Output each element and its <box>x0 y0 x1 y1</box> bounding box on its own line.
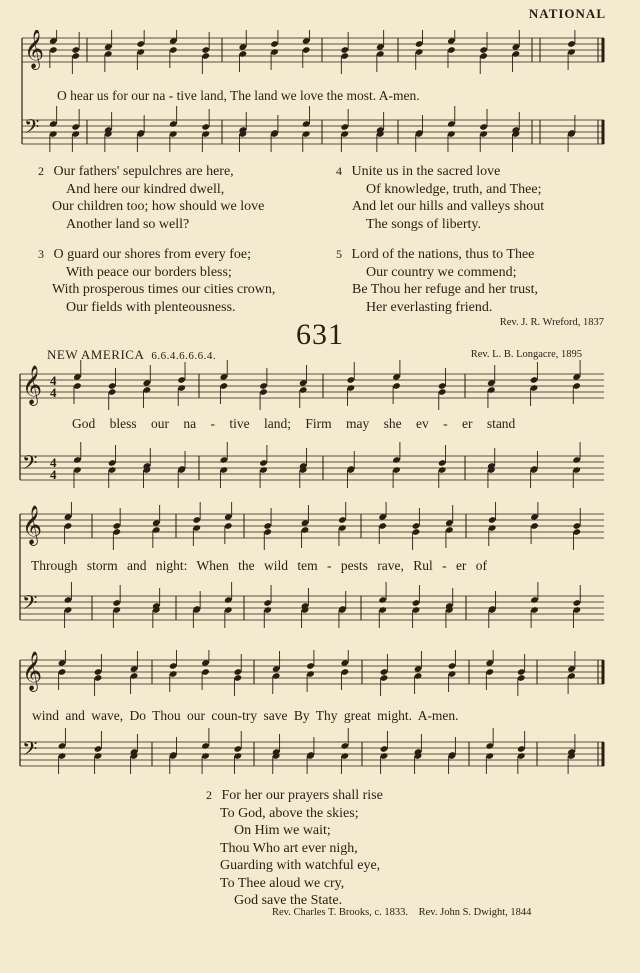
verse-line: Be Thou her refuge and her trust, <box>352 282 538 297</box>
verse-line: Her everlasting friend. <box>366 299 493 315</box>
verse-4-prev <box>336 163 544 233</box>
verse-line: Lord of the nations, thus to Thee <box>351 247 535 262</box>
lyric-line-2: Through storm and night: When the wild tem - pests rave, Rul - er of <box>31 558 488 573</box>
treble-clef-icon: 𝄞 <box>22 505 43 545</box>
credit-right: Rev. John S. Dwight, 1844 <box>418 907 532 918</box>
verse-number: 3 <box>38 247 44 261</box>
verse-line: The songs of liberty. <box>366 216 481 232</box>
verse-line: O guard our shores from every foe; <box>53 247 251 262</box>
verse-2-prev <box>38 163 264 233</box>
verse-line: Our fathers' sepulchres are here, <box>53 164 234 179</box>
verse-3-prev <box>38 246 275 316</box>
time-signature: 4 <box>50 455 57 470</box>
author-credit-prev: Rev. J. R. Wreford, 1837 <box>499 317 604 328</box>
verse-line: Thou Who art ever nigh, <box>220 840 358 856</box>
treble-clef-icon: 𝄞 <box>24 30 45 69</box>
verse-line: To Thee aloud we cry, <box>220 875 345 891</box>
credit-left: Rev. Charles T. Brooks, c. 1833. <box>272 907 408 918</box>
section-label: NATIONAL <box>528 6 606 21</box>
bass-clef-icon: 𝄢 <box>22 737 38 765</box>
lyric-line-1: God bless our na - tive land; Firm may she ev - er stand <box>72 416 516 431</box>
bass-clef-icon: 𝄢 <box>22 591 38 619</box>
lyric-line-3: wind and wave, Do Thou our coun-try save By Thy great might. A-men. <box>32 708 459 723</box>
verse-line: To God, above the skies; <box>220 805 359 821</box>
verse-number: 2 <box>38 164 44 178</box>
verse-line: And let our hills and valleys shout <box>352 199 545 214</box>
tune-name: NEW AMERICA <box>47 347 144 362</box>
verse-number: 4 <box>336 164 342 178</box>
verse-line: And here our kindred dwell, <box>66 181 225 197</box>
verse-line: Unite us in the sacred love <box>351 164 501 179</box>
treble-clef-icon: 𝄞 <box>22 365 43 405</box>
lyric-line-prev: O hear us for our na - tive land, The land we love the most. A-men. <box>57 88 420 103</box>
meter: 6.6.4.6.6.6.4. <box>151 350 217 362</box>
verse-line: Of knowledge, truth, and Thee; <box>366 181 542 197</box>
hymn-number: 631 <box>296 318 344 351</box>
time-signature: 4 <box>50 467 57 482</box>
verse-line: Our country we commend; <box>366 264 517 280</box>
time-signature: 4 <box>50 385 57 400</box>
verse-number: 5 <box>336 247 342 261</box>
time-signature: 4 <box>50 373 57 388</box>
verse-line: On Him we wait; <box>234 823 331 838</box>
verse-line: God save the State. <box>234 893 343 908</box>
treble-clef-icon: 𝄞 <box>22 651 43 691</box>
verse-5-prev <box>336 246 538 316</box>
verse-line: Our children too; how should we love <box>52 199 265 214</box>
verse-number: 2 <box>206 788 212 802</box>
verse-line: For her our prayers shall rise <box>221 788 383 803</box>
bass-clef-icon: 𝄢 <box>22 451 38 479</box>
verse-line: Guarding with watchful eye, <box>220 858 381 873</box>
verse-line: With prosperous times our cities crown, <box>52 282 276 297</box>
verse-line: With peace our borders bless; <box>66 264 232 280</box>
verse-line: Another land so well? <box>66 216 190 232</box>
author-credit <box>272 907 531 918</box>
verse-line: Our fields with plenteousness. <box>66 299 236 315</box>
bass-clef-icon: 𝄢 <box>24 115 40 143</box>
verse-2 <box>206 787 383 910</box>
composer-credit: Rev. L. B. Longacre, 1895 <box>470 349 582 360</box>
